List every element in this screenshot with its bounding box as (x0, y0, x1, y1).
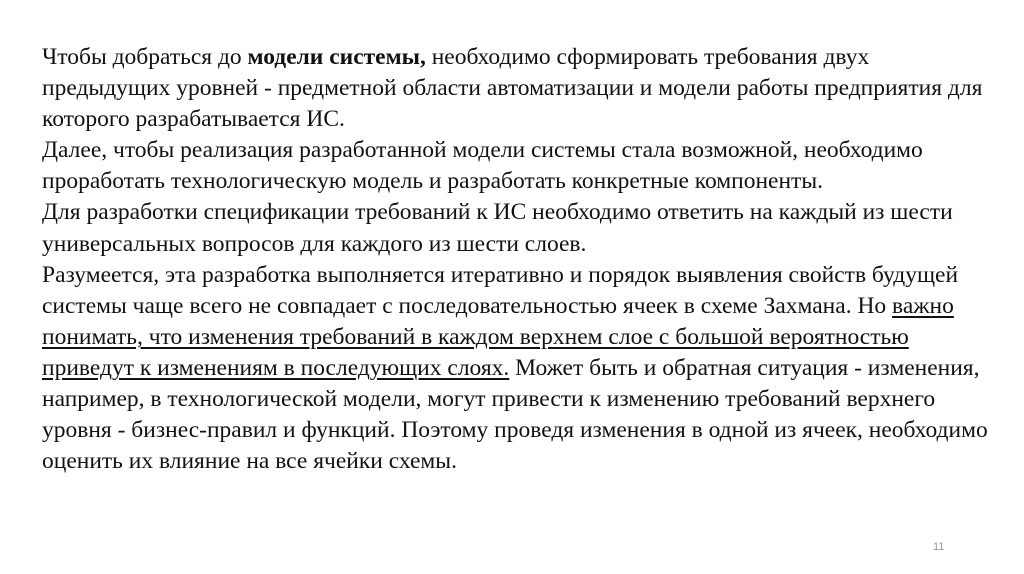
slide-body-text (42, 42, 1002, 477)
paragraph-model-system (42, 42, 1002, 135)
bold-term-system-model: модели системы, (247, 44, 426, 70)
paragraph-iterative-development (42, 260, 1002, 478)
paragraph-technology-model: Далее, чтобы реализация разработанной модели системы стала возможной, необходимо проработать технологическую модель и разработать конкретные компоненты. (42, 137, 923, 195)
page-number: 11 (933, 541, 945, 553)
paragraph-1-text-start: Чтобы добраться до (42, 44, 248, 70)
paragraph-specification: Для разработки спецификации требований к ИС необходимо ответить на каждый из шести универсальных вопросов для каждого из шести слоев. (42, 199, 953, 257)
underlined-key-statement: важно понимать, что изменения требований в каждом верхнем слое с большой вероятностью приведут к изменениям в последующих слоях. (42, 292, 954, 381)
paragraph-1-text-end: необходимо сформировать требования двух предыдущих уровней - предметной области автоматизации и модели работы предприятия для которого разрабатывается ИС. (42, 44, 983, 133)
paragraph-4-text-end: Может быть и обратная ситуация - изменения, например, в технологической модели, могут привести к изменению требований верхнего уровня - бизнес-правил и функций. Поэтому проведя изменения в одной из ячеек, необходимо оценить их влияние на все ячейки схемы. (42, 354, 988, 475)
paragraph-4-text-start: Разумеется, эта разработка выполняется итеративно и порядок выявления свойств будущей системы чаще всего не совпадает с последовательностью ячеек в схеме Захмана. Но (42, 261, 959, 319)
